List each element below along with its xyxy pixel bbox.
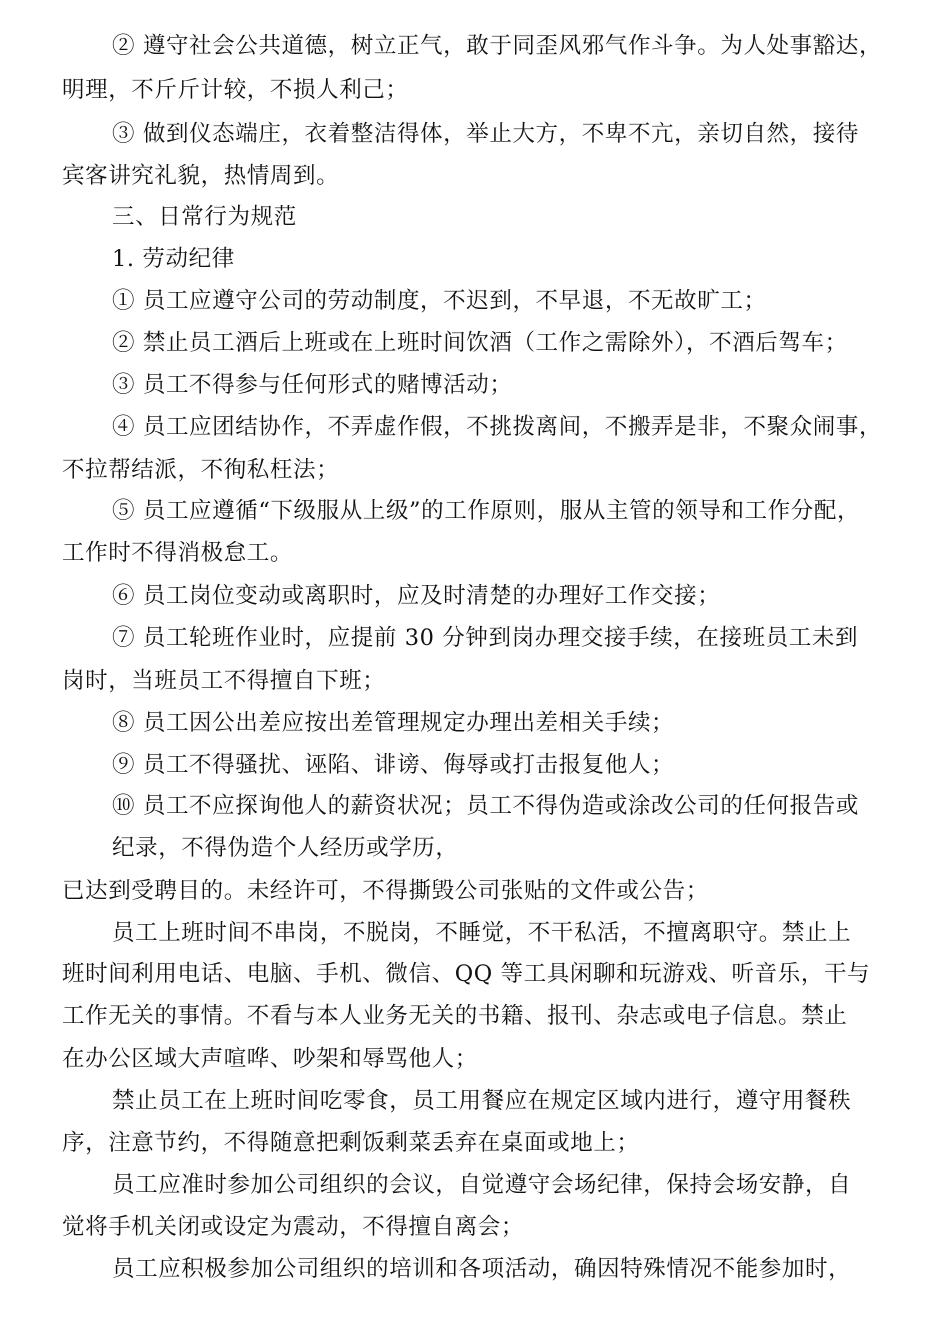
text-line: 觉将手机关闭或设定为震动，不得擅自离会； — [62, 1214, 525, 1240]
text-line: 序，注意节约，不得随意把剩饭剩菜丢弃在桌面或地上； — [62, 1130, 640, 1156]
text-line: ⑨ 员工不得骚扰、诬陷、诽谤、侮辱或打击报复他人； — [112, 752, 675, 778]
text-line: ⑧ 员工因公出差应按出差管理规定办理出差相关手续； — [112, 710, 675, 736]
text-line: 工作时不得消极怠工。 — [62, 540, 294, 566]
text-line: 纪录，不得伪造个人经历或学历， — [112, 835, 459, 861]
text-line: ② 禁止员工酒后上班或在上班时间饮酒（工作之需除外），不酒后驾车； — [112, 330, 848, 356]
text-line: ⑩ 员工不应探询他人的薪资状况；员工不得伪造或涂改公司的任何报告或 — [112, 793, 859, 819]
text-line: ⑥ 员工岗位变动或离职时，应及时清楚的办理好工作交接； — [112, 583, 721, 609]
text-line: 班时间利用电话、电脑、手机、微信、QQ 等工具闲聊和玩游戏、听音乐，干与 — [62, 961, 871, 987]
text-line: 明理，不斤斤计较，不损人利己； — [62, 77, 409, 103]
text-line: ③ 员工不得参与任何形式的赌博活动； — [112, 372, 513, 398]
text-line: ① 员工应遵守公司的劳动制度，不迟到，不早退，不无故旷工； — [112, 288, 767, 314]
text-line: 员工应准时参加公司组织的会议，自觉遵守会场纪律，保持会场安静，自 — [112, 1172, 852, 1198]
text-line: ⑦ 员工轮班作业时，应提前 30 分钟到岗办理交接手续，在接班员工未到 — [112, 625, 859, 651]
text-line: ④ 员工应团结协作，不弄虚作假，不挑拨离间，不搬弄是非，不聚众闹事， — [112, 414, 883, 440]
text-line: ③ 做到仪态端庄，衣着整洁得体，举止大方，不卑不亢，亲切自然，接待 — [112, 121, 859, 147]
text-line: 工作无关的事情。不看与本人业务无关的书籍、报刊、杂志或电子信息。禁止 — [62, 1003, 848, 1029]
subsection-heading: 1. 劳动纪律 — [112, 246, 235, 272]
text-line: 在办公区域大声喧哗、吵架和辱骂他人； — [62, 1046, 478, 1072]
text-line: 岗时，当班员工不得擅自下班； — [62, 668, 386, 694]
text-line: 员工上班时间不串岗，不脱岗，不睡觉，不干私活，不擅离职守。禁止上 — [112, 920, 852, 946]
section-heading: 三、日常行为规范 — [112, 204, 297, 230]
text-line: 宾客讲究礼貌，热情周到。 — [62, 163, 340, 189]
text-line: 已达到受聘目的。未经许可，不得撕毁公司张贴的文件或公告； — [62, 878, 709, 904]
text-line: 不拉帮结派，不徇私枉法； — [62, 457, 340, 483]
text-line: ② 遵守社会公共道德，树立正气，敢于同歪风邪气作斗争。为人处事豁达， — [112, 33, 883, 59]
text-line: 员工应积极参加公司组织的培训和各项活动，确因特殊情况不能参加时， — [112, 1256, 852, 1282]
text-line: ⑤ 员工应遵循“下级服从上级”的工作原则，服从主管的领导和工作分配， — [112, 498, 861, 524]
text-line: 禁止员工在上班时间吃零食，员工用餐应在规定区域内进行，遵守用餐秩 — [112, 1088, 852, 1114]
